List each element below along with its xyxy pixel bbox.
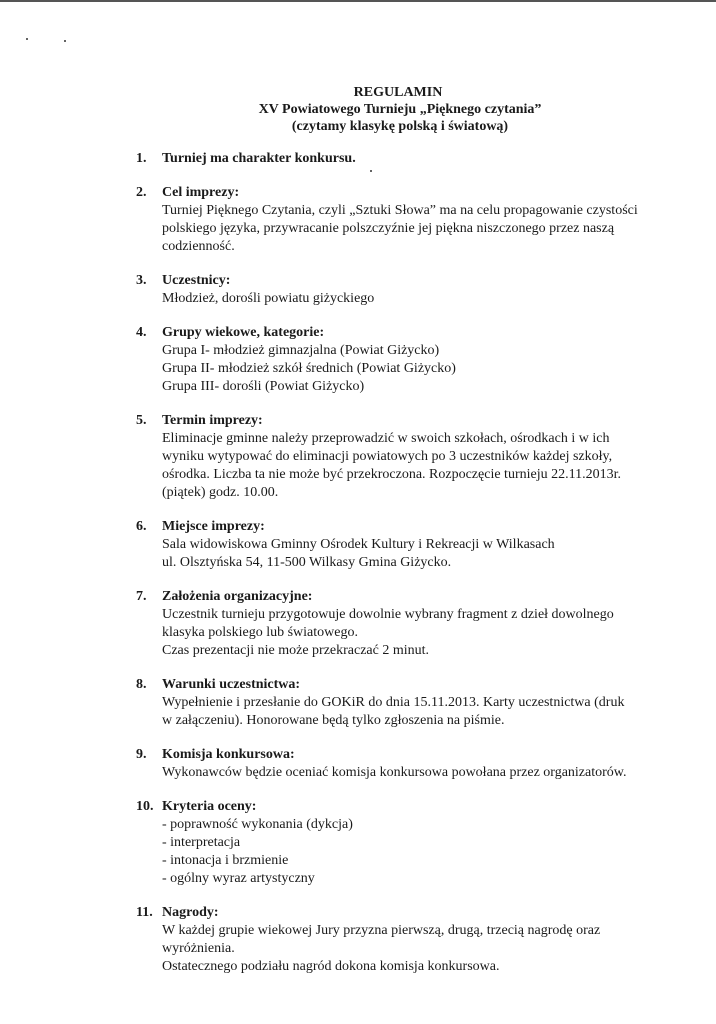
section-number: 4. — [136, 325, 147, 340]
section-body-line: wyróżnienia. — [162, 941, 235, 956]
section-heading: Turniej ma charakter konkursu. — [162, 151, 356, 166]
section-body — [162, 430, 676, 502]
section-number: 10. — [136, 799, 154, 814]
regulation-section — [136, 412, 676, 502]
section-number: 6. — [136, 519, 147, 534]
document-subtitle: XV Powiatowego Turnieju „Pięknego czytania” — [258, 102, 542, 117]
document-header — [0, 84, 716, 135]
section-body-line: w załączeniu). Honorowane będą tylko zgłoszenia na piśmie. — [162, 713, 505, 728]
section-body — [162, 764, 676, 782]
section-body-line: Wypełnienie i przesłanie do GOKiR do dnia 15.11.2013. Karty uczestnictwa (druk — [162, 695, 625, 710]
regulation-section — [136, 518, 676, 572]
section-body — [162, 606, 676, 660]
regulation-section — [136, 746, 676, 782]
section-heading: Cel imprezy: — [162, 185, 240, 200]
regulation-section — [136, 184, 676, 256]
section-number: 3. — [136, 273, 147, 288]
section-body-line: ośrodka. Liczba ta nie może być przekroczona. Rozpoczęcie turnieju 22.11.2013r. — [162, 467, 621, 482]
section-body-line: Eliminacje gminne należy przeprowadzić w swoich szkołach, ośrodkach i w ich — [162, 431, 610, 446]
section-heading: Uczestnicy: — [162, 273, 231, 288]
section-heading: Komisja konkursowa: — [162, 747, 295, 762]
section-body-line: Grupa I- młodzież gimnazjalna (Powiat Giżycko) — [162, 343, 440, 358]
section-body-line: Czas prezentacji nie może przekraczać 2 minut. — [162, 643, 430, 658]
scan-speck — [26, 38, 28, 40]
section-body — [162, 202, 676, 256]
regulation-section — [136, 324, 676, 396]
section-body — [162, 536, 676, 572]
section-heading: Termin imprezy: — [162, 413, 263, 428]
regulation-section — [136, 798, 676, 888]
section-number: 8. — [136, 677, 147, 692]
section-body-line: codzienność. — [162, 239, 235, 254]
section-body-line: polskiego języka, przywracanie polszczyźnie jej piękna niszczonego przez naszą — [162, 221, 615, 236]
section-body-line: wyniku wytypować do eliminacji powiatowych po 3 uczestników każdej szkoły, — [162, 449, 613, 464]
section-body-line: - ogólny wyraz artystyczny — [162, 871, 315, 886]
section-body — [162, 816, 676, 888]
regulation-section — [136, 676, 676, 730]
section-body-line: ul. Olsztyńska 54, 11-500 Wilkasy Gmina Giżycko. — [162, 555, 452, 570]
section-body-line: - interpretacja — [162, 835, 241, 850]
regulation-section — [136, 272, 676, 308]
section-body-line: Wykonawców będzie oceniać komisja konkursowa powołana przez organizatorów. — [162, 765, 627, 780]
section-number: 7. — [136, 589, 147, 604]
section-body-line: Grupa II- młodzież szkół średnich (Powiat Giżycko) — [162, 361, 456, 376]
document-subtitle-note: (czytamy klasykę polską i światową) — [291, 119, 509, 134]
section-heading: Nagrody: — [162, 905, 219, 920]
section-heading: Kryteria oceny: — [162, 799, 257, 814]
section-heading: Miejsce imprezy: — [162, 519, 265, 534]
section-body — [162, 694, 676, 730]
section-body — [162, 342, 676, 396]
section-body-line: Turniej Pięknego Czytania, czyli „Sztuki Słowa” ma na celu propagowanie czystości — [162, 203, 638, 218]
section-body-line: klasyka polskiego lub światowego. — [162, 625, 358, 640]
section-heading: Założenia organizacyjne: — [162, 589, 313, 604]
document-title: REGULAMIN — [353, 85, 443, 100]
section-body-line: - poprawność wykonania (dykcja) — [162, 817, 353, 832]
regulation-section — [136, 588, 676, 660]
section-body-line: Sala widowiskowa Gminny Ośrodek Kultury i Rekreacji w Wilkasach — [162, 537, 555, 552]
section-body — [162, 922, 676, 976]
section-number: 2. — [136, 185, 147, 200]
scan-speck — [64, 40, 66, 42]
section-body-line: Młodzież, dorośli powiatu giżyckiego — [162, 291, 375, 306]
section-heading: Grupy wiekowe, kategorie: — [162, 325, 325, 340]
scan-top-edge — [0, 0, 716, 2]
regulation-section — [136, 150, 676, 168]
section-body — [162, 290, 676, 308]
section-body-line: Ostatecznego podziału nagród dokona komisja konkursowa. — [162, 959, 500, 974]
section-body-line: Grupa III- dorośli (Powiat Giżycko) — [162, 379, 365, 394]
regulation-section — [136, 904, 676, 976]
section-heading: Warunki uczestnictwa: — [162, 677, 301, 692]
section-number: 1. — [136, 151, 147, 166]
section-body-line: Uczestnik turnieju przygotowuje dowolnie wybrany fragment z dzieł dowolnego — [162, 607, 614, 622]
regulation-sections — [136, 150, 676, 992]
section-number: 11. — [136, 905, 153, 920]
section-number: 5. — [136, 413, 147, 428]
section-body-line: (piątek) godz. 10.00. — [162, 485, 279, 500]
section-body-line: - intonacja i brzmienie — [162, 853, 289, 868]
section-number: 9. — [136, 747, 147, 762]
section-body-line: W każdej grupie wiekowej Jury przyzna pierwszą, drugą, trzecią nagrodę oraz — [162, 923, 601, 938]
